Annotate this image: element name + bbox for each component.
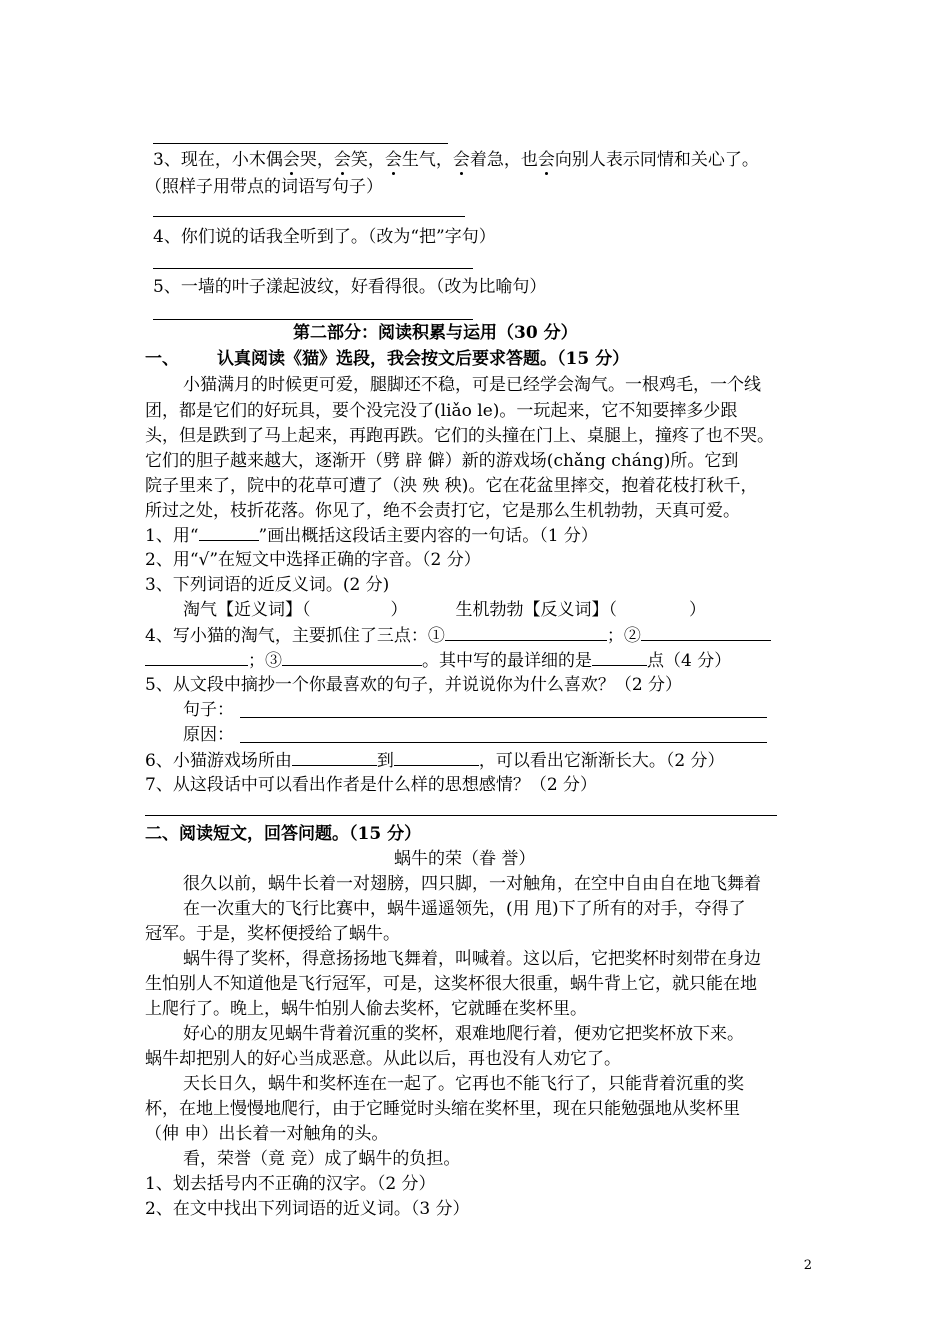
question-3-instruction: （照样子用带点的词语写句子） (145, 177, 383, 197)
dotted-word: 会 (333, 150, 351, 170)
question-3: 3、现在，小木偶会哭，会笑，会生气，会着急，也会向别人表示同情和关心了。 (153, 150, 759, 170)
passage-1-line: 院子里来了，院中的花草可遭了（泱 殃 秧)。它在花盆里摔交，抱着花枝打秋千， (145, 476, 758, 496)
blank[interactable] (292, 749, 377, 766)
section-2-title: 二、阅读短文，回答问题。（15 分） (145, 824, 422, 844)
blank[interactable] (145, 649, 248, 666)
s1-question-7: 7、从这段话中可以看出作者是什么样的思想感情？（2 分） (145, 775, 598, 795)
blank[interactable] (199, 524, 259, 541)
passage-1-line: 头，但是跌到了马上起来，再跑再跌。它们的头撞在门上、桌腿上，撞疼了也不哭。 (145, 426, 774, 446)
blank[interactable] (394, 749, 479, 766)
passage-2-line: 杯，在地上慢慢地爬行，由于它睡觉时头缩在奖杯里，现在只能勉强地从奖杯里 (145, 1099, 740, 1119)
s1-question-4: 4、写小猫的淘气，主要抓住了三点：① ；② (145, 624, 771, 647)
passage-2-line: 很久以前，蜗牛长着一对翅膀，四只脚，一对触角，在空中自由自在地飞舞着 (183, 874, 761, 894)
passage-2-line: 上爬行了。晚上，蜗牛怕别人偷去奖杯，它就睡在奖杯里。 (145, 999, 587, 1019)
s1-question-4-cont: ；③ 。其中写的最详细的是 点（4 分） (145, 649, 731, 672)
passage-1-line: 所过之处，枝折花落。你见了，绝不会责打它，它是那么生机勃勃，天真可爱。 (145, 501, 740, 521)
page-number: 2 (803, 1258, 812, 1273)
passage-2-line: 天长日久，蜗牛和奖杯连在一起了。它再也不能飞行了，只能背着沉重的奖 (183, 1074, 744, 1094)
reason-answer-line[interactable] (240, 742, 767, 743)
passage-2-line: 蜗牛却把别人的好心当成恶意。从此以后，再也没有人劝它了。 (145, 1049, 621, 1069)
section-1-title: 认真阅读《猫》选段，我会按文后要求答题。（15 分） (217, 349, 630, 369)
s1-question-2: 2、用“√”在短文中选择正确的字音。（2 分） (145, 550, 481, 570)
s2-question-1: 1、划去括号内不正确的汉字。（2 分） (145, 1174, 436, 1194)
section-1-number: 一、 (145, 349, 179, 369)
s1-question-3-items: 淘气【近义词】（ ） 生机勃勃【反义词】（ ） (183, 600, 706, 620)
s2-question-2: 2、在文中找出下列词语的近义词。（3 分） (145, 1199, 470, 1219)
dotted-word: 会 (537, 150, 555, 170)
part-2-title: 第二部分：阅读积累与运用（30 分） (293, 323, 578, 343)
passage-2-line: 看，荣誉（竟 竞）成了蜗牛的负担。 (183, 1149, 461, 1169)
blank[interactable] (641, 624, 771, 641)
s1-question-5: 5、从文段中摘抄一个你最喜欢的句子，并说说你为什么喜欢？（2 分） (145, 675, 683, 695)
passage-2-line: 在一次重大的飞行比赛中，蜗牛遥遥领先，(用 甩)下了所有的对手，夺得了 (183, 899, 746, 919)
story-title: 蜗牛的荣（眷 誉） (394, 849, 536, 869)
passage-2-line: 生怕别人不知道他是飞行冠军，可是，这奖杯很大很重，蜗牛背上它，就只能在地 (145, 974, 757, 994)
question-4: 4、你们说的话我全听到了。（改为“把”字句） (153, 227, 496, 247)
dotted-word: 会 (452, 150, 470, 170)
sentence-answer-line[interactable] (240, 717, 767, 718)
passage-2-line: 冠军。于是，奖杯便授给了蜗牛。 (145, 924, 400, 944)
blank[interactable] (592, 649, 647, 666)
sentence-label: 句子： (183, 700, 234, 720)
blank[interactable] (282, 649, 422, 666)
answer-line[interactable] (153, 268, 473, 269)
section-1-heading (145, 348, 629, 370)
question-3-number: 3、 (153, 150, 181, 170)
dotted-word: 会 (282, 150, 300, 170)
s1-question-6: 6、小猫游戏场所由 到 ，可以看出它渐渐长大。（2 分） (145, 751, 725, 771)
answer-line[interactable] (153, 319, 473, 320)
answer-line[interactable] (153, 216, 465, 217)
answer-line[interactable] (145, 815, 777, 816)
passage-1-line: 小猫满月的时候更可爱，腿脚还不稳，可是已经学会淘气。一根鸡毛，一个线 (183, 375, 761, 395)
passage-1-line: 团，都是它们的好玩具，要个没完没了(liǎo le)。一玩起来，它不知要摔多少跟 (145, 401, 738, 421)
blank[interactable] (445, 624, 607, 641)
passage-1-line: 它们的胆子越来越大，逐渐开（劈 辟 僻）新的游戏场(chǎng cháng)所。它到 (145, 451, 739, 471)
reason-label: 原因： (183, 725, 234, 745)
s1-question-1: 1、用“ ”画出概括这段话主要内容的一句话。（1 分） (145, 526, 598, 546)
s1-question-3: 3、下列词语的近反义词。(2 分) (145, 575, 390, 595)
dotted-word: 会 (384, 150, 402, 170)
answer-line[interactable] (153, 143, 448, 144)
passage-2-line: 好心的朋友见蜗牛背着沉重的奖杯，艰难地爬行着，便劝它把奖杯放下来。 (183, 1024, 744, 1044)
question-5: 5、一墙的叶子漾起波纹，好看得很。（改为比喻句） (153, 277, 547, 297)
passage-2-line: 蜗牛得了奖杯，得意扬扬地飞舞着，叫喊着。这以后，它把奖杯时刻带在身边 (183, 949, 761, 969)
passage-2-line: （伸 申）出长着一对触角的头。 (145, 1124, 389, 1144)
